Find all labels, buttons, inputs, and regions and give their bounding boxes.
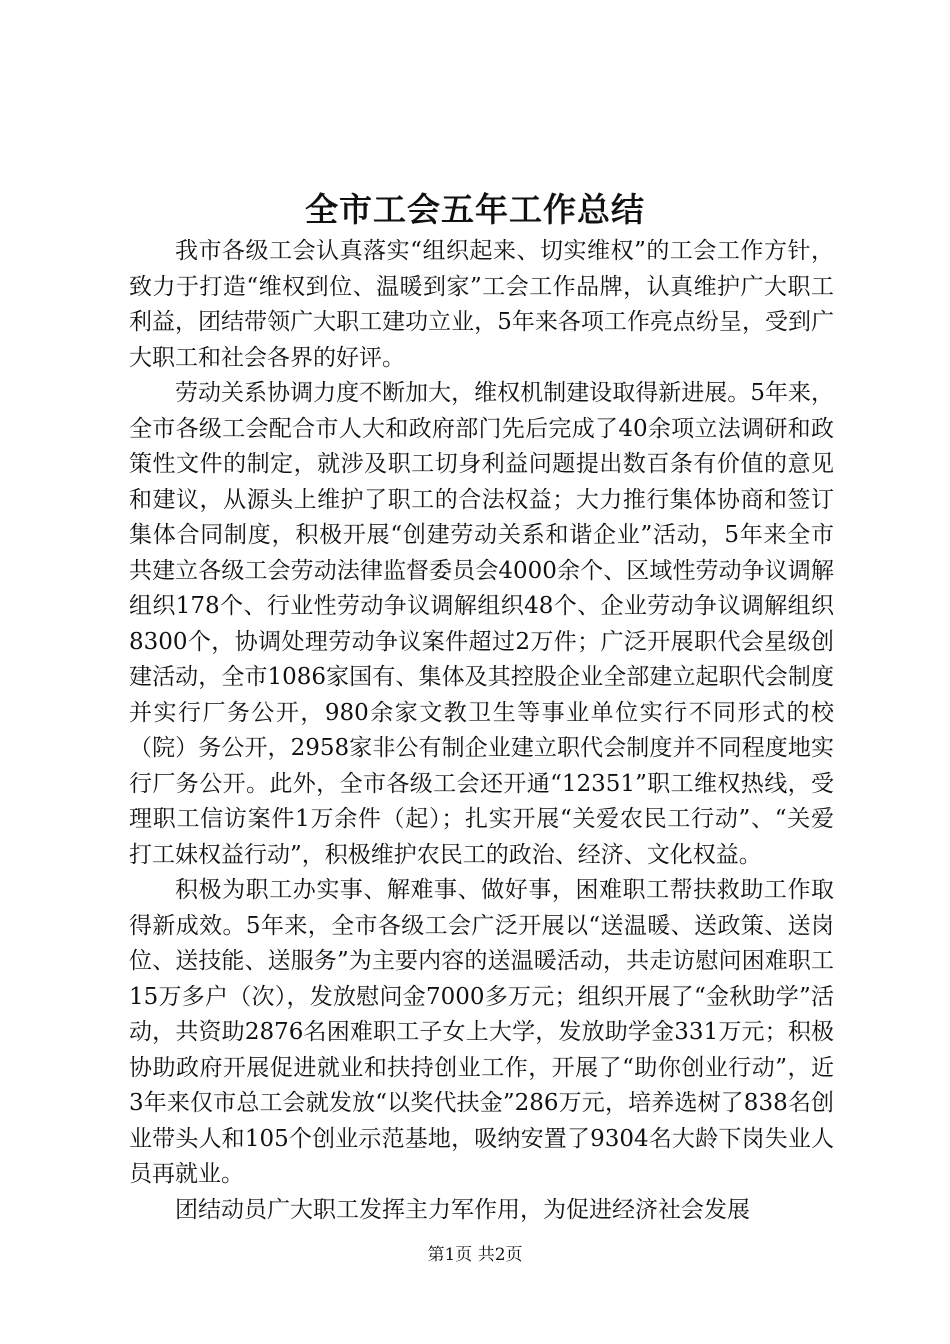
paragraph-labor-relations: 劳动关系协调力度不断加大，维权机制建设取得新进展。5年来，全市各级工会配合市人大和政府部门先后完成了40余项立法调研和政策性文件的制定，就涉及职工切身利益问题提出数百条有价值的意见和建议，从源头上维护了职工的合法权益；大力推行集体协商和签订集体合同制度，积极开展“创建劳动关系和谐企业”活动，5年来全市共建立各级工会劳动法律监督委员会4000余个、区域性劳动争议调解组织178个、行业性劳动争议调解组织48个、企业劳动争议调解组织8300个，协调处理劳动争议案件超过2万件；广泛开展职代会星级创建活动，全市1086家国有、集体及其控股企业全部建立起职代会制度并实行厂务公开，980余家文教卫生等事业单位实行不同形式的校（院）务公开，2958家非公有制企业建立职代会制度并不同程度地实行厂务公开。此外，全市各级工会还开通“12351”职工维权热线，受理职工信访案件1万余件（起）；扎实开展“关爱农民工行动”、“关爱打工妹权益行动”，积极维护农民工的政治、经济、文化权益。 [129, 380, 834, 868]
document-body [129, 234, 834, 1228]
document-title: 全市工会五年工作总结 [305, 190, 645, 229]
paragraph-assistance: 积极为职工办实事、解难事、做好事，困难职工帮扶救助工作取得新成效。5年来，全市各级工会广泛开展以“送温暖、送政策、送岗位、送技能、送服务”为主要内容的送温暖活动，共走访慰问困难职工15万多户（次），发放慰问金7000多万元；组织开展了“金秋助学”活动，共资助2876名困难职工子女上大学，发放助学金331万元；积极协助政府开展促进就业和扶持创业工作，开展了“助你创业行动”，近3年来仅市总工会就发放“以奖代扶金”286万元，培养选树了838名创业带头人和105个创业示范基地，吸纳安置了9304名大龄下岗失业人员再就业。 [129, 877, 834, 1187]
paragraph-intro: 我市各级工会认真落实“组织起来、切实维权”的工会工作方针，致力于打造“维权到位、温暖到家”工会工作品牌，认真维护广大职工利益，团结带领广大职工建功立业，5年来各项工作亮点纷呈，受到广大职工和社会各界的好评。 [129, 238, 834, 371]
paragraph-mobilization: 团结动员广大职工发挥主力军作用，为促进经济社会发展 [175, 1196, 750, 1223]
page-footer: 第1页 共2页 [427, 1245, 523, 1265]
